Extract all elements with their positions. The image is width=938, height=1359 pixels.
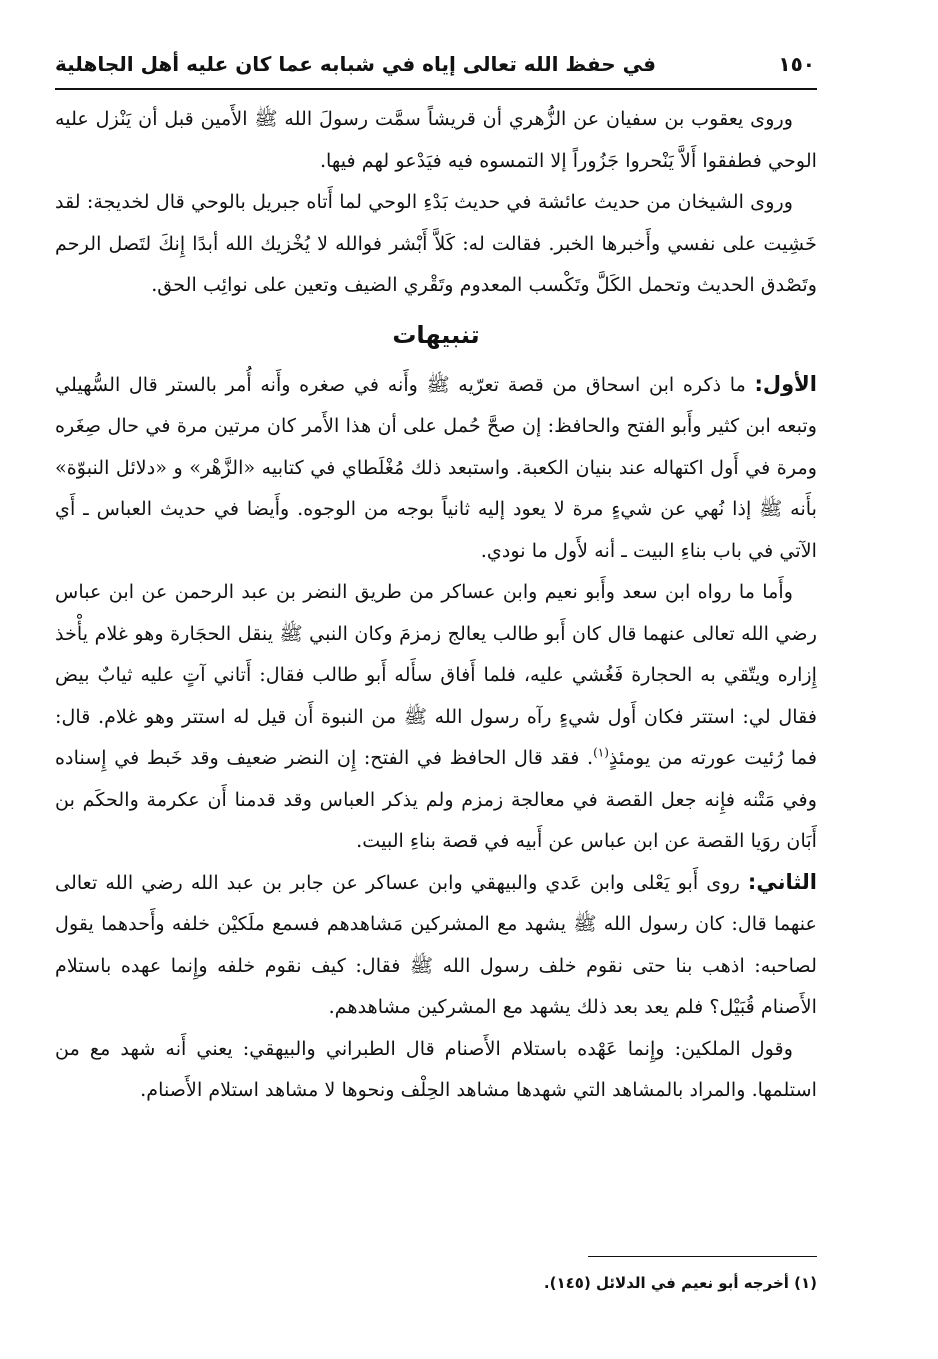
note-text: وقول الملكين: وإِنما عَهْده باستلام الأَصنام قال الطبراني والبيهقي: يعني أَنه شهد مع من استلمها. والمراد بالمشاهد التي شهدها مشاهد الحِلْف ونحوها لا مشاهد استلام الأَصنام. [55, 1036, 817, 1101]
note-text: روى أَبو يَعْلى وابن عَدي والبيهقي وابن عساكر عن جابر بن عبد الله رضي الله تعالى عنهما قال: كان رسول الله ﷺ يشهد مع المشركين مَشاهدهم فسمع ملَكيْن خلفه وأَحدهما يقول لصاحبه: اذهب بنا حتى نقوم خلف رسول الله ﷺ فقال: كيف نقوم خلفه وإِنما عهده باستلام الأَصنام قُبَيْل؟ فلم يعد بعد ذلك يشهد مع المشركين مشاهدهم. [55, 870, 817, 1018]
note-lead: الثاني: [747, 869, 817, 894]
note-text-tail: . فقد قال الحافظ في الفتح: إِن النضر ضعيف وقد خَبط في إِسناده وفي مَتْنه فإِنه جعل القصة في معالجة زمزم ولم يذكر العباس وقد قدمنا أَن عكرمة والحكَم بن أَبَان روَيا القصة عن ابن عباس عن أَبيه في قصة بناءِ البيت. [55, 746, 817, 852]
note-text: وأَما ما رواه ابن سعد وأَبو نعيم وابن عساكر من طريق النضر بن عبد الرحمن عن ابن عباس رضي الله تعالى عنهما قال كان أَبو طالب يعالج زمزمَ وكان النبي ﷺ ينقل الحجَارة وهو غلام يأْخذ إِزاره ويتّقي به الحجارة فَغُشي عليه، فلما أَفاق سأَله أَبو طالب فقال: أَتاني آتٍ عليه ثيابٌ بيض فقال لي: استتر فكان أَول شيءٍ رآه رسول الله ﷺ من النبوة أَن قيل له استتر وهو غلام. قال: فما رُئيت عورته من يومئذٍ [55, 580, 817, 769]
section-title: تنبيهات [392, 320, 480, 349]
main-text [55, 98, 817, 1111]
note-paragraph [55, 364, 817, 572]
note-text: ما ذكره ابن اسحاق من قصة تعرّيه ﷺ وأَنه في صغره وأَنه أُمر بالستر قال السُّهيلي وتبعه ابن كثير وأَبو الفتح والحافظ: إن صحَّ حُمل على أن هذا الأَمر كان مرتين مرة في حال صِغَره ومرة في أَول اكتهاله عند بنيان الكعبة. واستبعد ذلك مُغْلَطاي في كتابيه «الزَّهْر» و «دلائل النبوّة» بأَنه ﷺ إذا نُهي عن شيءٍ مرة لا يعود إليه ثانياً بوجه من الوجوه. وأَيضا في حديث العباس ـ أَي الآتي في باب بناءِ البيت ـ أنه لأَول ما نودي. [55, 372, 817, 562]
paragraph: وروى يعقوب بن سفيان عن الزُّهري أن قريشاً سمَّت رسولَ الله ﷺ الأَمين قبل أن يَنْزل عليه الوحي فطفقوا أَلاَّ يَنْحروا جَزُوراً إلا التمسوه فيه فيَدْعو لهم فيها. [55, 107, 817, 172]
header-rule [55, 88, 817, 90]
page-number: ١٥٠ [778, 52, 815, 76]
note-paragraph [55, 571, 817, 862]
footnote-rule [588, 1256, 817, 1257]
footnote-reference[interactable]: (١) [593, 745, 609, 760]
footnote: (١) أخرجه أبو نعيم في الدلائل (١٤٥). [543, 1274, 817, 1292]
page-header [55, 44, 815, 84]
note-paragraph [55, 862, 817, 1028]
paragraph: وروى الشيخان من حديث عائشة في حديث بَدْءِ الوحي لما أَتاه جبريل بالوحي قال لخديجة: لقد خَشِيت على نفسي وأَخبرها الخبر. فقالت له: كَلاَّ أَبْشر فوالله لا يُخْزيك الله أبدًا إِنكَ لتَصل الرحم وتَصْدق الحديث وتحمل الكَلَّ وتَكْسب المعدوم وتَقْري الضيف وتعين على نوائِب الحق. [55, 190, 817, 296]
running-title: في حفظ الله تعالى إياه في شبابه عما كان عليه أهل الجاهلية [55, 52, 656, 76]
note-paragraph [55, 1028, 817, 1111]
note-lead: الأول: [754, 371, 817, 396]
